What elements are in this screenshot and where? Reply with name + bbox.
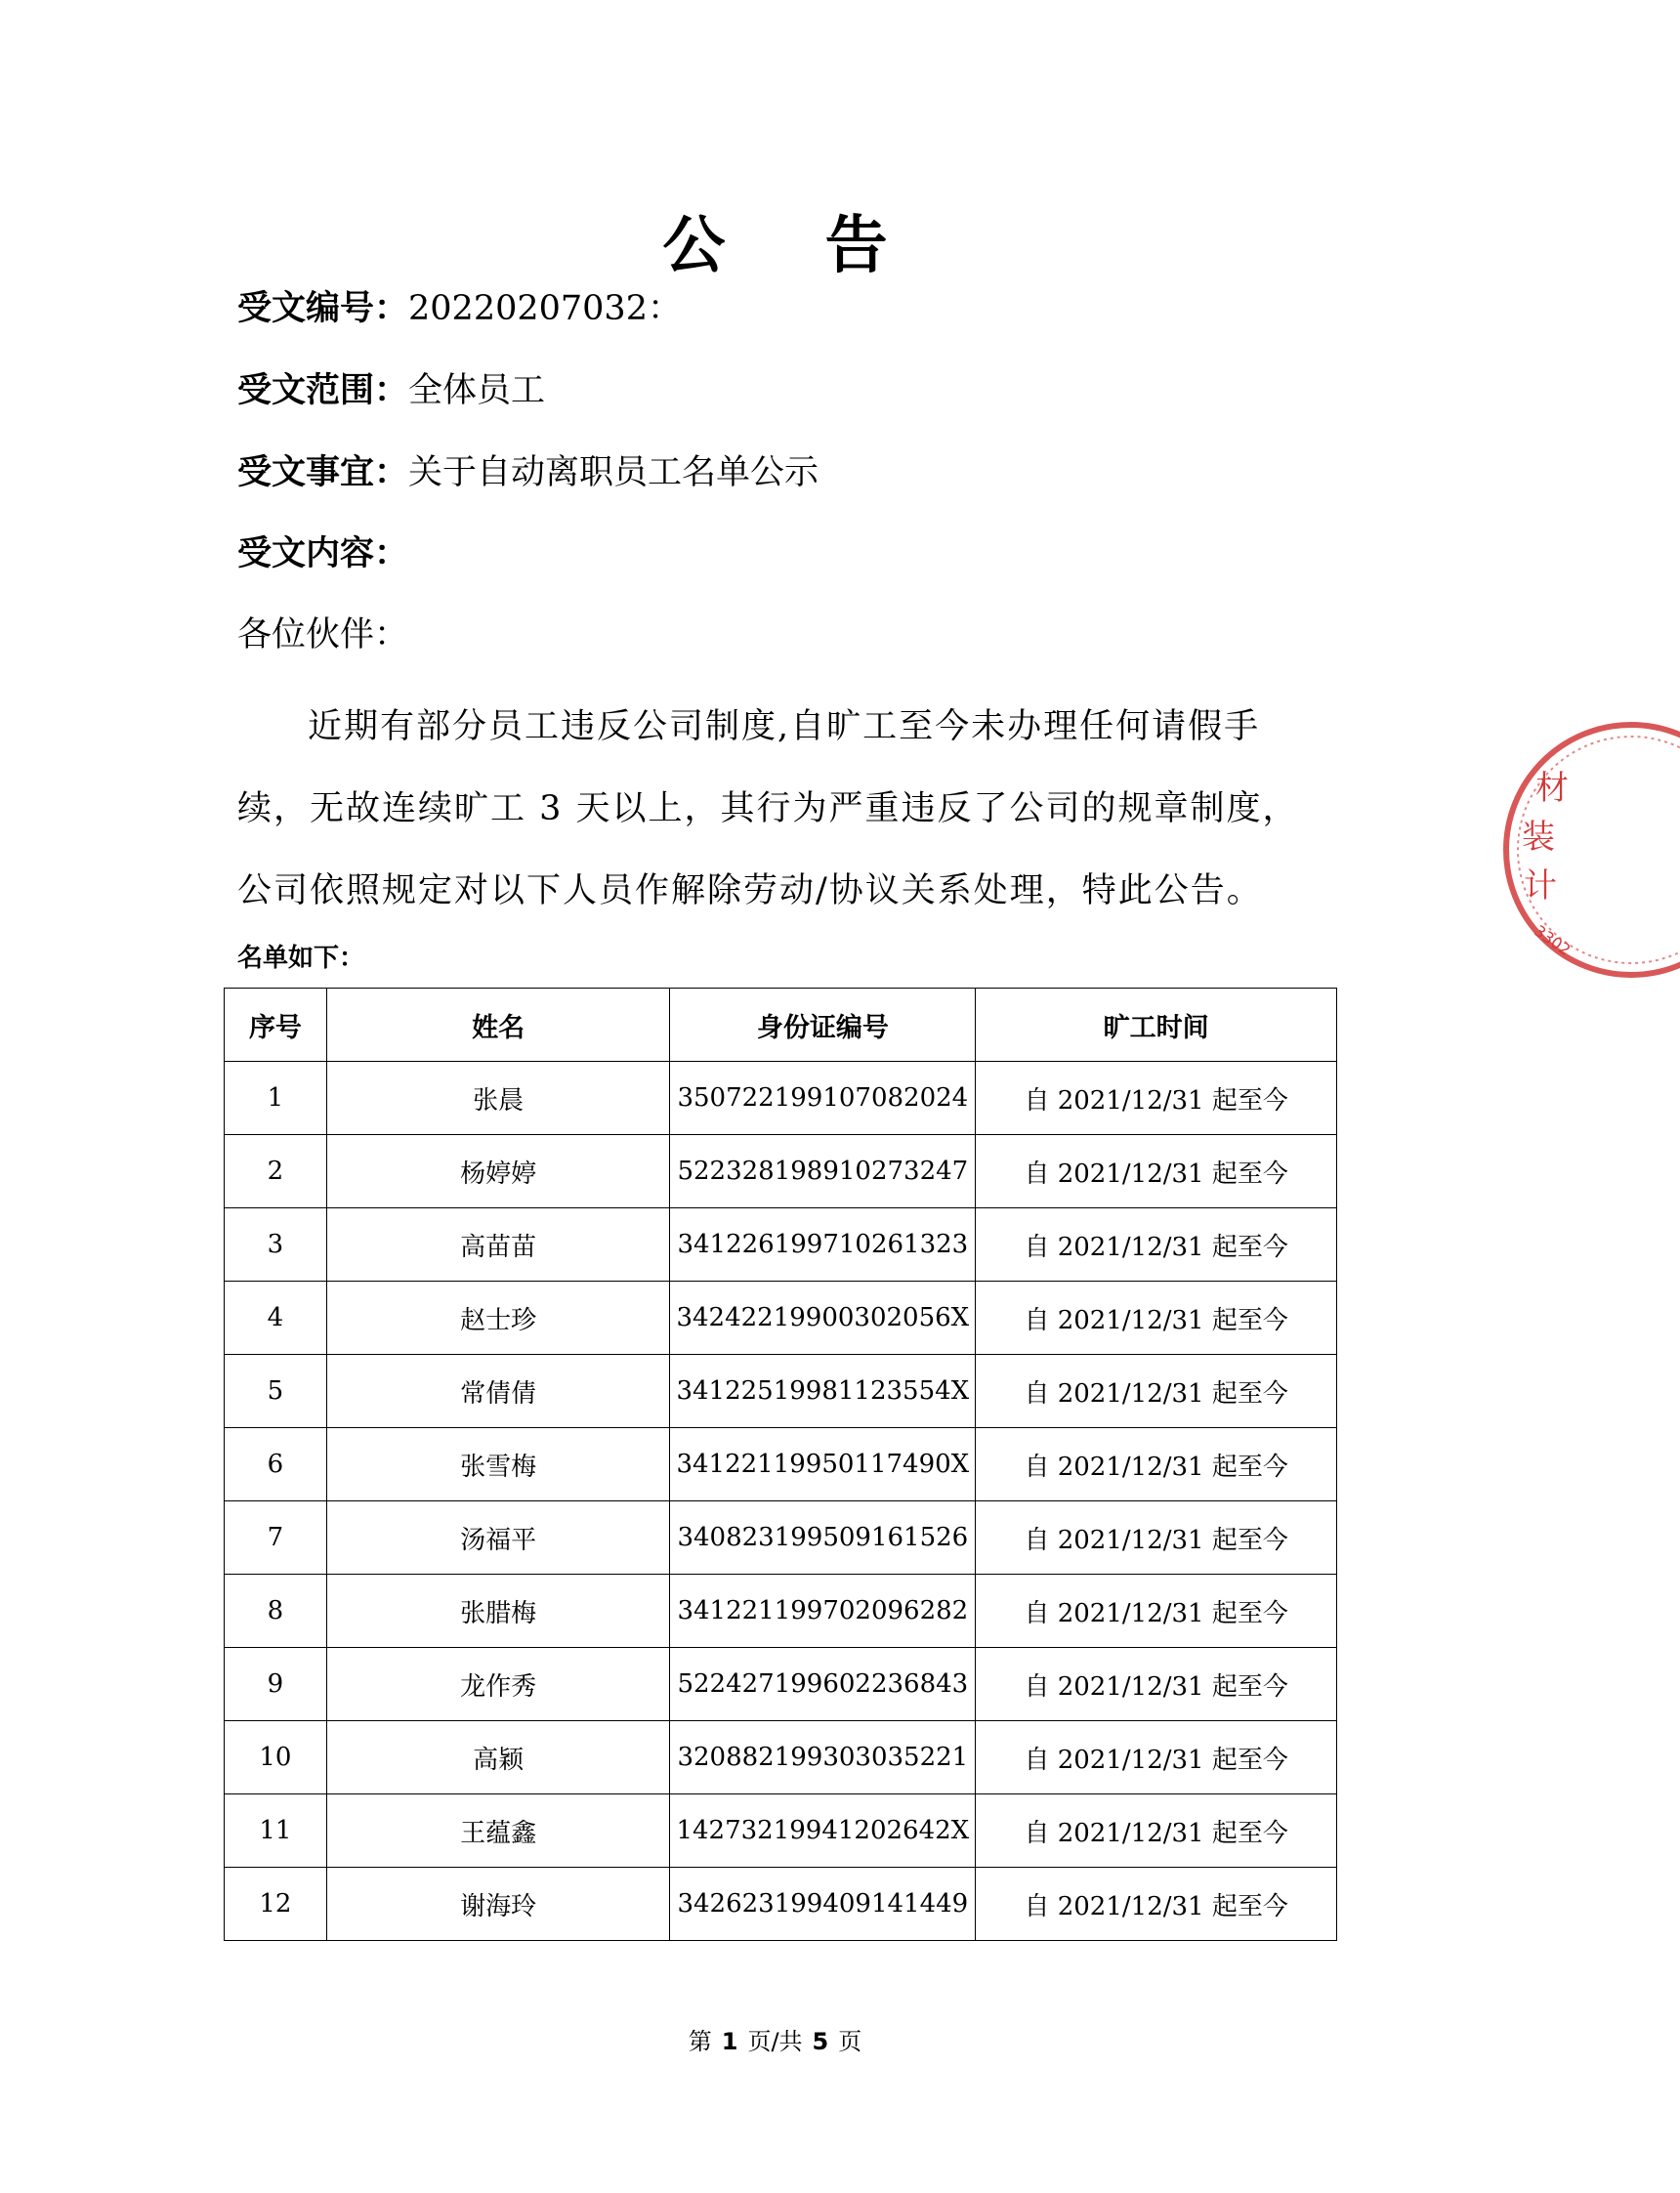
cell-absence-period: 自 2021/12/31 起至今	[976, 1868, 1337, 1941]
seal-char: 装	[1522, 818, 1555, 857]
cell-index: 3	[225, 1208, 327, 1282]
header-index: 序号	[225, 989, 327, 1062]
field-scope	[237, 369, 545, 412]
company-seal-stamp	[1485, 713, 1680, 987]
cell-id-number: 522427199602236843	[670, 1648, 976, 1721]
header-id-number: 身份证编号	[670, 989, 976, 1062]
field-value: 全体员工	[408, 371, 546, 410]
cell-absence-period: 自 2021/12/31 起至今	[976, 1208, 1337, 1282]
table-header-row	[225, 989, 1337, 1062]
field-label: 受文编号：	[237, 289, 409, 328]
table-row	[225, 1794, 1337, 1868]
footer-prefix: 第	[688, 2028, 712, 2055]
cell-index: 12	[225, 1868, 327, 1941]
table-row	[225, 1868, 1337, 1941]
cell-absence-period: 自 2021/12/31 起至今	[976, 1794, 1337, 1868]
greeting: 各位伙伴：	[237, 615, 409, 654]
cell-absence-period: 自 2021/12/31 起至今	[976, 1062, 1337, 1135]
header-absence-period: 旷工时间	[976, 989, 1337, 1062]
cell-id-number: 341226199710261323	[670, 1208, 976, 1282]
cell-name: 王蕴鑫	[326, 1794, 669, 1868]
page-title: 公 告	[662, 210, 927, 282]
table-row	[225, 1135, 1337, 1208]
field-value: 关于自动离职员工名单公示	[408, 453, 819, 492]
list-heading: 名单如下：	[237, 944, 365, 973]
seal-char: 材	[1535, 769, 1569, 808]
cell-absence-period: 自 2021/12/31 起至今	[976, 1575, 1337, 1648]
cell-name: 张晨	[326, 1062, 669, 1135]
table-row	[225, 1208, 1337, 1282]
cell-id-number: 34122119950117490X	[670, 1428, 976, 1501]
footer-mid: 页/共	[747, 2028, 803, 2055]
field-doc-number	[237, 287, 682, 330]
table-row	[225, 1062, 1337, 1135]
cell-name: 龙作秀	[326, 1648, 669, 1721]
cell-absence-period: 自 2021/12/31 起至今	[976, 1648, 1337, 1721]
field-value: 20220207032：	[408, 289, 682, 328]
page-footer	[0, 2022, 1550, 2056]
cell-id-number: 34242219900302056X	[670, 1282, 976, 1355]
header-name: 姓名	[326, 989, 669, 1062]
cell-absence-period: 自 2021/12/31 起至今	[976, 1428, 1337, 1501]
cell-absence-period: 自 2021/12/31 起至今	[976, 1135, 1337, 1208]
cell-id-number: 14273219941202642X	[670, 1794, 976, 1868]
cell-name: 谢海玲	[326, 1868, 669, 1941]
cell-index: 6	[225, 1428, 327, 1501]
cell-id-number: 522328198910273247	[670, 1135, 976, 1208]
field-label: 受文事宜：	[237, 453, 409, 492]
table-row	[225, 1428, 1337, 1501]
cell-id-number: 34122519981123554X	[670, 1355, 976, 1428]
field-label: 受文内容：	[237, 534, 409, 573]
cell-index: 1	[225, 1062, 327, 1135]
cell-index: 8	[225, 1575, 327, 1648]
table-row	[225, 1282, 1337, 1355]
cell-id-number: 342623199409141449	[670, 1868, 976, 1941]
cell-index: 9	[225, 1648, 327, 1721]
field-content	[237, 532, 408, 575]
table-body	[225, 1062, 1337, 1941]
table-row	[225, 1355, 1337, 1428]
cell-index: 11	[225, 1794, 327, 1868]
field-subject	[237, 451, 819, 494]
cell-name: 张雪梅	[326, 1428, 669, 1501]
body-paragraph: 近期有部分员工违反公司制度,自旷工至今未办理任何请假手续，无故连续旷工 3 天以上，其行为严重违反了公司的规章制度，公司依照规定对以下人员作解除劳动/协议关系处理，特此公告。	[237, 707, 1299, 910]
cell-absence-period: 自 2021/12/31 起至今	[976, 1355, 1337, 1428]
cell-id-number: 340823199509161526	[670, 1501, 976, 1575]
seal-code: 3302	[1531, 921, 1575, 960]
cell-index: 10	[225, 1721, 327, 1794]
table-row	[225, 1721, 1337, 1794]
cell-name: 高苗苗	[326, 1208, 669, 1282]
field-label: 受文范围：	[237, 371, 409, 410]
cell-name: 汤福平	[326, 1501, 669, 1575]
table-row	[225, 1501, 1337, 1575]
cell-id-number: 320882199303035221	[670, 1721, 976, 1794]
cell-absence-period: 自 2021/12/31 起至今	[976, 1282, 1337, 1355]
cell-name: 高颖	[326, 1721, 669, 1794]
cell-name: 赵士珍	[326, 1282, 669, 1355]
footer-total: 5	[812, 2028, 829, 2055]
table-row	[225, 1648, 1337, 1721]
cell-absence-period: 自 2021/12/31 起至今	[976, 1721, 1337, 1794]
dismissal-table	[224, 988, 1337, 1941]
cell-absence-period: 自 2021/12/31 起至今	[976, 1501, 1337, 1575]
cell-id-number: 341221199702096282	[670, 1575, 976, 1648]
cell-index: 5	[225, 1355, 327, 1428]
table-row	[225, 1575, 1337, 1648]
cell-index: 7	[225, 1501, 327, 1575]
seal-char: 计	[1524, 866, 1557, 906]
footer-page: 1	[721, 2028, 738, 2055]
cell-index: 4	[225, 1282, 327, 1355]
cell-index: 2	[225, 1135, 327, 1208]
cell-name: 杨婷婷	[326, 1135, 669, 1208]
cell-id-number: 350722199107082024	[670, 1062, 976, 1135]
cell-name: 张腊梅	[326, 1575, 669, 1648]
cell-name: 常倩倩	[326, 1355, 669, 1428]
footer-suffix: 页	[838, 2028, 862, 2055]
